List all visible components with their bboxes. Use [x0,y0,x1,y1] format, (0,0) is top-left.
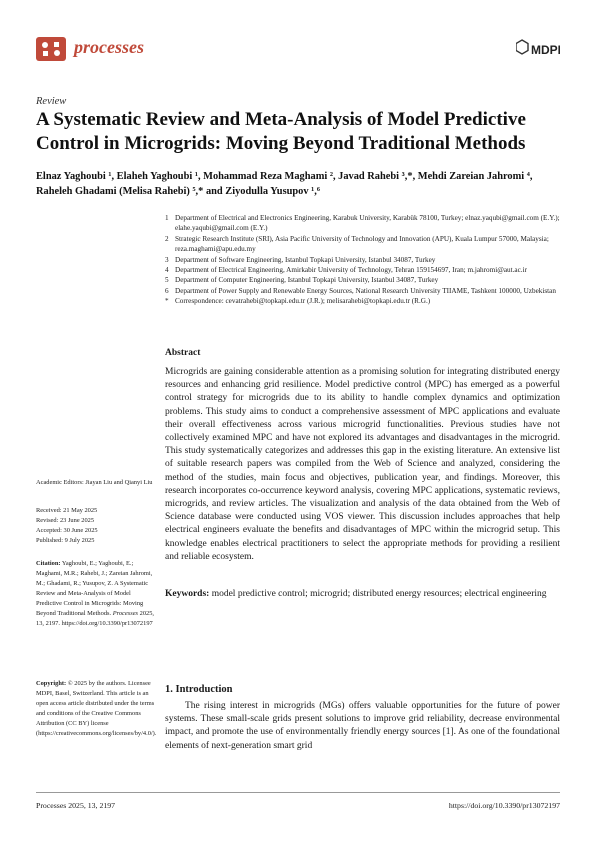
article-type: Review [36,96,67,107]
footer-citation: Processes 2025, 13, 2197 [36,801,116,810]
keywords [165,588,560,601]
footer-doi-link[interactable]: https://doi.org/10.3390/pr13072197 [448,801,560,810]
citation-doi-link[interactable]: https://doi.org/10.3390/pr13072197 [61,620,153,627]
editors-label: Academic Editors: [36,479,84,486]
mdpi-logo[interactable] [516,39,560,61]
journal-name[interactable]: processes [74,37,144,57]
citation-text: Yaghoubi, E.; Yaghoubi, E.; Maghami, M.R.; Rahebi, J.; Zareian Jahromi, M.; Ghadami, R.; Yusupov, Z. A Systematic Review and Meta-Analysis of Model Predictive Control in Microgrids: Moving Beyond Traditional Methods. [36,560,153,617]
journal-logo-icon [36,37,66,61]
introduction-paragraph: The rising interest in microgrids (MGs) offers valuable opportunities for the future of power systems. These small-scale grids present solutions to improve grid reliability, decrease environmental impact, and promote the use of environmentally friendly energy sources [1]. As one of the foundational elements of next-generation smart grid [165,701,560,751]
citation-volume: 2025, 13, 2197. [36,610,155,627]
introduction-body [165,700,560,753]
revised-date: Revised: 23 June 2025 [36,517,95,524]
copyright-block [36,679,156,739]
keywords-text: model predictive control; microgrid; distributed energy resources; electrical engineering [211,589,547,599]
academic-editors [36,478,156,488]
editors-names: Jiayan Liu and Qianyi Liu [85,479,153,486]
author-list [36,170,566,199]
affiliation-item: 3 Department of Software Engineering, Istanbul Topkapi University, Istanbul 34087, Turkey [165,255,436,264]
affiliation-item: 5 Department of Computer Engineering, Istanbul Topkapi University, Istanbul 34087, Turkey [165,276,439,285]
affiliations [165,213,565,307]
citation-journal: Processes [112,610,139,617]
received-date: Received: 21 May 2025 [36,507,98,514]
affiliation-item: 2 Strategic Research Institute (SRI), Asia Pacific University of Technology and Innovation (APU), Kuala Lumpur 57000, Malaysia; reza.maghami@apu.edu.my [165,234,549,254]
abstract-body: Microgrids are gaining considerable attention as a promising solution for integrating distributed energy resources and enhancing grid resilience. Model predictive control (MPC) has emerged as a powerful control strategy for microgrids due to its ability to handle complex dynamics and optimization problems. This study aims to conduct a comprehensive assessment of MPC applications and evaluate their overall effectiveness across various microgrid functionalities. Previous studies have not collectively examined MPC and have not explored its advantages and disadvantages in the microgrid. This study systematically categorizes and addresses this gap in the existing literature. An extensive list of suitable research papers was compiled from the Web of Science and analyzed, considering the method of the studies, main focus and objectives, publication year, and findings. Moreover, this research incorporates co-occurrence keyword analysis, covering MPC applications, systematic reviews, microgrids, and review articles. The visualization and analysis of the data obtained from the Web of Science database were conducted using VOS viewer. This discussion includes approaches that help electrical engineers evaluate the benefits and disadvantages of MPC within the microgrid setup. This knowledge enables electrical practitioners to select the appropriate methods for providing a resilient and reliable ecosystem. [165,367,560,562]
keywords-label: Keywords: [165,589,210,599]
correspondence[interactable]: * Correspondence: cevatrahebi@topkapi.edu.tr (J.R.); melisarahebi@topkapi.edu.tr (R.G.) [165,297,431,306]
copyright-label: Copyright: [36,680,67,687]
article-title: A Systematic Review and Meta-Analysis of Model Predictive Control in Microgrids: Moving Beyond Traditional Methods [36,109,526,154]
copyright-text: © 2025 by the authors. Licensee MDPI, Basel, Switzerland. This article is an open access article distributed under the terms and conditions of the Creative Commons Attribution (CC BY) license (https://creativecommons.org/licenses/by/4.0/). [36,680,157,737]
citation-label: Citation: [36,560,61,567]
affiliation-item: 1 Department of Electrical and Electronics Engineering, Karabuk University, Karabük 78100, Turkey; elnaz.yaqubi@gmail.com (E.Y.); elahe.yaqubi@gmail.com (E.Y.) [165,214,560,233]
published-date: Published: 9 July 2025 [36,537,95,544]
abstract-heading: Abstract [165,348,201,358]
citation-block [36,559,156,629]
footer-divider [36,792,560,793]
accepted-date: Accepted: 30 June 2025 [36,527,98,534]
mdpi-logo-text: MDPI [531,43,560,57]
section-heading-introduction: 1. Introduction [165,684,233,695]
affiliation-item: 4 Department of Electrical Engineering, Amirkabir University of Technology, Tehran 159154697, Iran; m.jahromi@aut.ac.ir [165,266,527,275]
authors-line[interactable]: Raheleh Ghadami (Melisa Rahebi) ⁵,* and Ziyodulla Yusupov ¹,⁶ [36,185,320,197]
affiliation-item: 6 Department of Power Supply and Renewable Energy Sources, National Research University TIIAME, Tashkent 100000, Uzbekistan [165,286,556,295]
dates [36,506,156,546]
authors-line[interactable]: Elnaz Yaghoubi ¹, Elaheh Yaghoubi ¹, Mohammad Reza Maghami ², Javad Rahebi ³,*, Mehdi Zareian Jahromi ⁴, [36,171,533,182]
